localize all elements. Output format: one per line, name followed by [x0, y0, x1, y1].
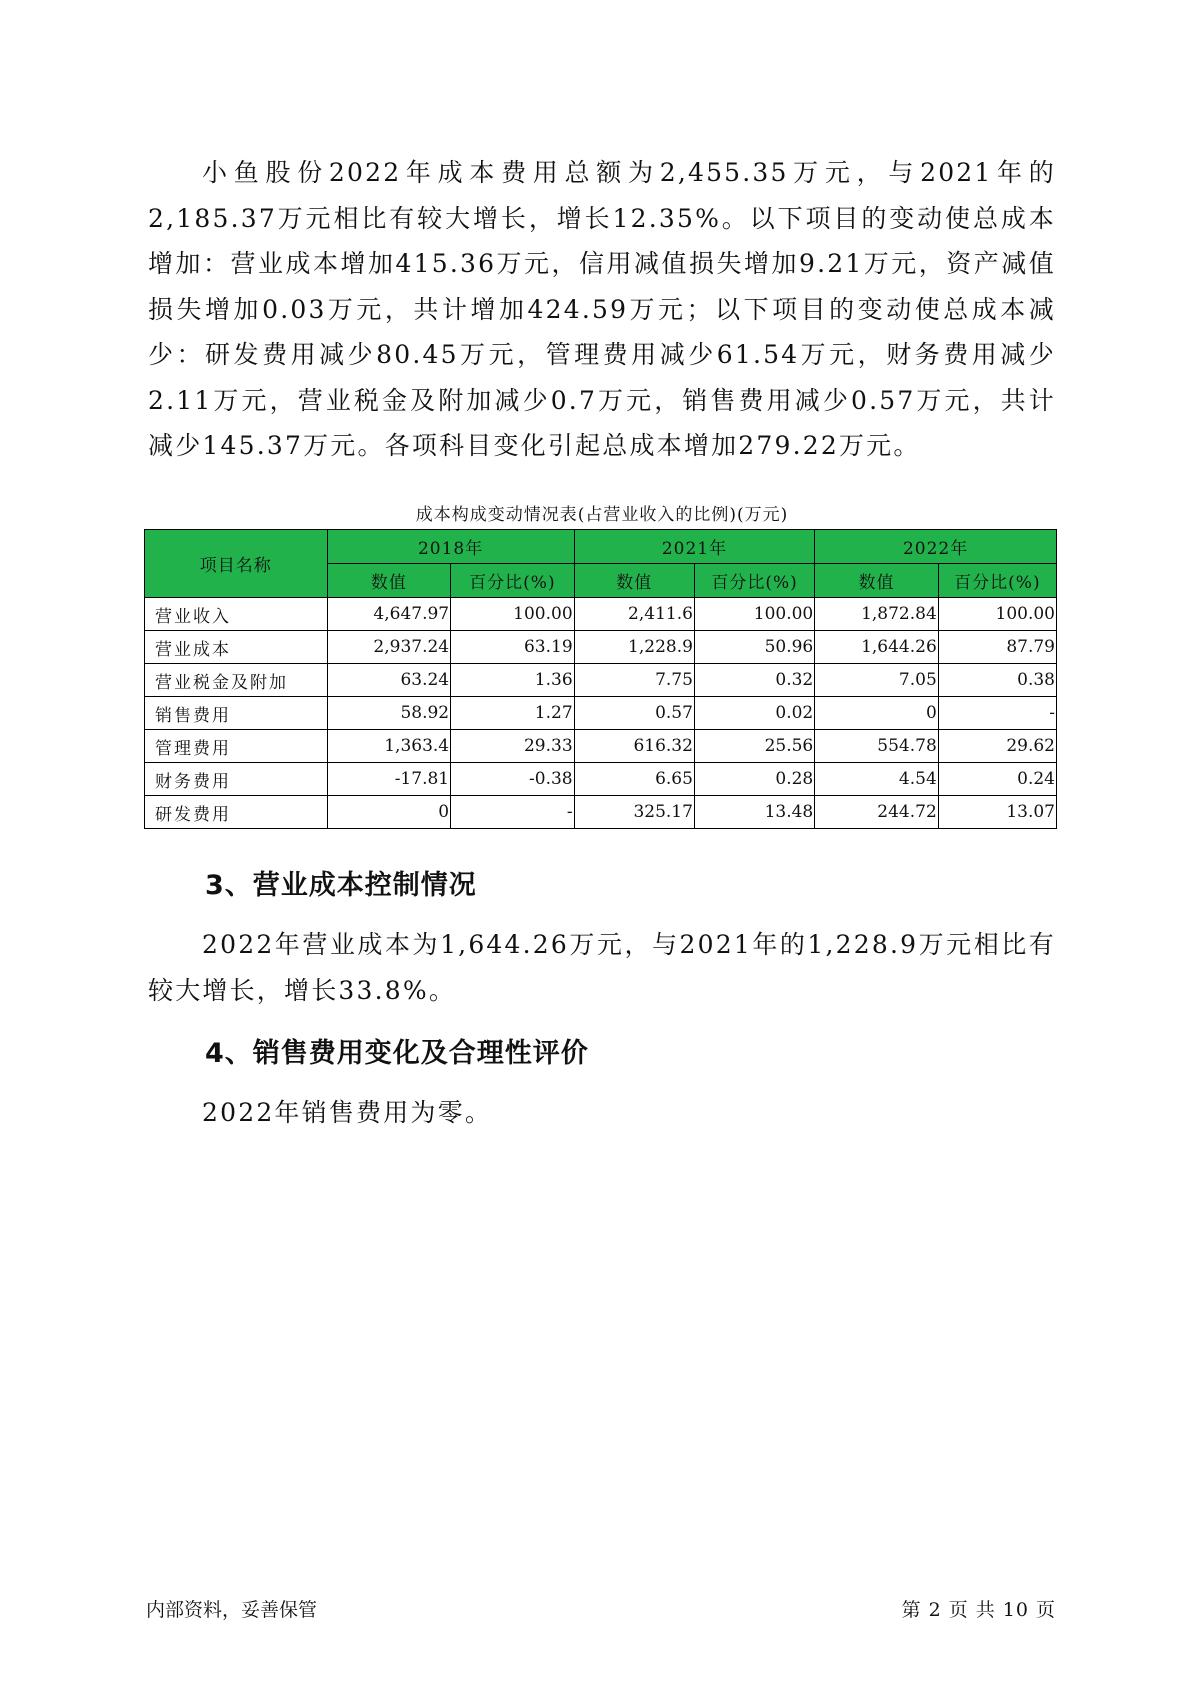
- table-row: [145, 631, 1057, 664]
- percent-cell: 100.00: [694, 598, 814, 631]
- value-header: 数值: [327, 564, 451, 598]
- row-label: 销售费用: [145, 697, 328, 730]
- row-label: 营业税金及附加: [145, 664, 328, 697]
- percent-header: 百分比(%): [938, 564, 1056, 598]
- row-label: 财务费用: [145, 763, 328, 796]
- table-row: [145, 697, 1057, 730]
- value-cell: 1,872.84: [815, 598, 939, 631]
- value-cell: 554.78: [815, 730, 939, 763]
- percent-cell: 0.28: [694, 763, 814, 796]
- percent-cell: 1.27: [451, 697, 575, 730]
- percent-cell: 25.56: [694, 730, 814, 763]
- value-cell: 2,411.6: [574, 598, 694, 631]
- page-number: 第 2 页 共 10 页: [901, 1599, 1056, 1621]
- percent-header: 百分比(%): [451, 564, 575, 598]
- value-header: 数值: [815, 564, 939, 598]
- value-cell: 4,647.97: [327, 598, 451, 631]
- value-header: 数值: [574, 564, 694, 598]
- year-header: 2018年: [327, 530, 574, 564]
- value-cell: 7.05: [815, 664, 939, 697]
- value-cell: 63.24: [327, 664, 451, 697]
- value-cell: 616.32: [574, 730, 694, 763]
- percent-cell: 0.24: [938, 763, 1056, 796]
- intro-paragraph: 小鱼股份2022年成本费用总额为2,455.35万元，与2021年的2,185.37万元相比有较大增长，增长12.35%。以下项目的变动使总成本增加：营业成本增加415.36万元，信用减值损失增加9.21万元，资产减值损失增加0.03万元，共计增加424.59万元；以下项目的变动使总成本减少：研发费用减少80.45万元，管理费用减少61.54万元，财务费用减少2.11万元，营业税金及附加减少0.7万元，销售费用减少0.57万元，共计减少145.37万元。各项科目变化引起总成本增加279.22万元。: [148, 158, 1056, 460]
- percent-cell: 100.00: [451, 598, 575, 631]
- value-cell: 1,644.26: [815, 631, 939, 664]
- value-cell: 4.54: [815, 763, 939, 796]
- percent-cell: 0.38: [938, 664, 1056, 697]
- table-row: [145, 664, 1057, 697]
- value-cell: 0: [327, 796, 451, 829]
- percent-cell: -: [451, 796, 575, 829]
- value-cell: 0: [815, 697, 939, 730]
- table-row: [145, 730, 1057, 763]
- value-cell: 244.72: [815, 796, 939, 829]
- percent-cell: -0.38: [451, 763, 575, 796]
- year-header: 2021年: [574, 530, 815, 564]
- sales-expense-paragraph: 2022年销售费用为零。: [202, 1098, 493, 1127]
- table-row: [145, 763, 1057, 796]
- percent-cell: 87.79: [938, 631, 1056, 664]
- value-cell: 7.75: [574, 664, 694, 697]
- table-row: [145, 796, 1057, 829]
- section-heading-4: 4、销售费用变化及合理性评价: [205, 1038, 589, 1069]
- table-row: [145, 598, 1057, 631]
- value-cell: -17.81: [327, 763, 451, 796]
- row-label: 管理费用: [145, 730, 328, 763]
- percent-cell: 13.48: [694, 796, 814, 829]
- row-label: 营业收入: [145, 598, 328, 631]
- percent-cell: 13.07: [938, 796, 1056, 829]
- percent-cell: 0.32: [694, 664, 814, 697]
- percent-header: 百分比(%): [694, 564, 814, 598]
- value-cell: 325.17: [574, 796, 694, 829]
- section-heading-3: 3、营业成本控制情况: [205, 870, 477, 901]
- table-caption: 成本构成变动情况表(占营业收入的比例)(万元): [415, 505, 789, 525]
- item-name-header: 项目名称: [145, 530, 328, 598]
- percent-cell: 50.96: [694, 631, 814, 664]
- percent-cell: 1.36: [451, 664, 575, 697]
- value-cell: 1,363.4: [327, 730, 451, 763]
- cost-structure-table: [144, 529, 1057, 829]
- year-header: 2022年: [815, 530, 1057, 564]
- percent-cell: 29.62: [938, 730, 1056, 763]
- percent-cell: 0.02: [694, 697, 814, 730]
- value-cell: 1,228.9: [574, 631, 694, 664]
- row-label: 营业成本: [145, 631, 328, 664]
- percent-cell: 63.19: [451, 631, 575, 664]
- percent-cell: -: [938, 697, 1056, 730]
- value-cell: 2,937.24: [327, 631, 451, 664]
- percent-cell: 100.00: [938, 598, 1056, 631]
- footer-confidential-note: 内部资料，妥善保管: [146, 1599, 318, 1621]
- value-cell: 58.92: [327, 697, 451, 730]
- percent-cell: 29.33: [451, 730, 575, 763]
- row-label: 研发费用: [145, 796, 328, 829]
- table-body: [145, 598, 1057, 829]
- value-cell: 6.65: [574, 763, 694, 796]
- value-cell: 0.57: [574, 697, 694, 730]
- cost-control-paragraph: 2022年营业成本为1,644.26万元，与2021年的1,228.9万元相比有较大增长，增长33.8%。: [148, 930, 1056, 1005]
